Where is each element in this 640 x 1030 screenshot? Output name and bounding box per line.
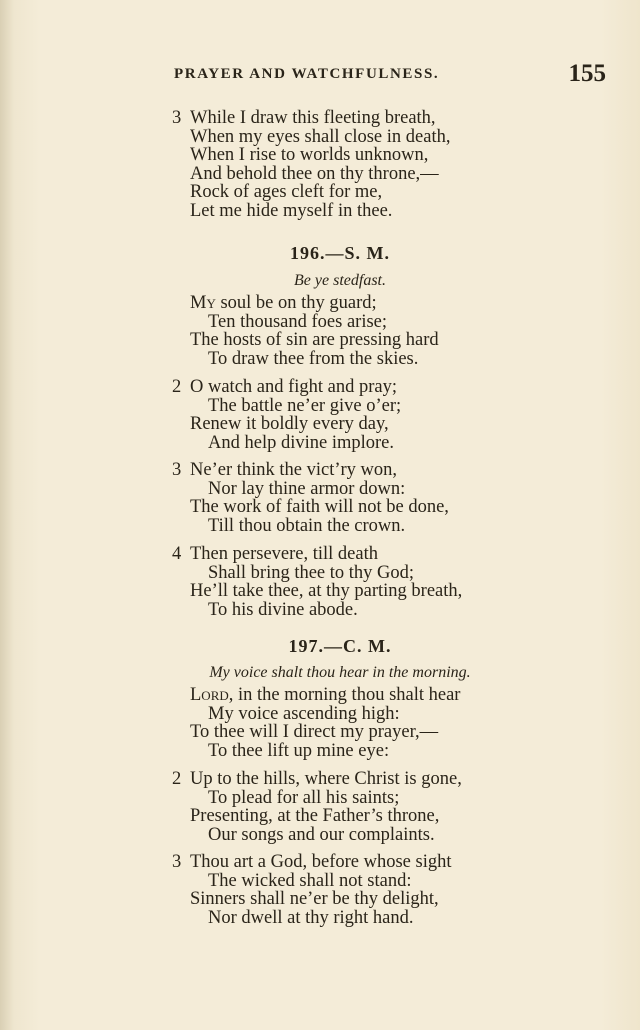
stanza-number: 2 [172, 377, 182, 397]
running-head: PRAYER AND WATCHFULNESS. [174, 66, 440, 82]
hymn-196-heading: 196.—S. M. [290, 243, 390, 263]
verse-line: And behold thee on thy throne,— [190, 163, 439, 184]
verse-line: soul be on thy guard; [215, 293, 377, 313]
page-number: 155 [568, 60, 606, 87]
stanza-number: 3 [172, 852, 182, 872]
verse-line: Our songs and our complaints. [208, 824, 435, 845]
verse-line: To his divine abode. [208, 599, 358, 620]
verse-line: O watch and fight and pray; [190, 377, 398, 397]
hymn-197-stanza-3 [172, 853, 452, 927]
stanza-number: 4 [172, 544, 182, 564]
verse-line: Presenting, at the Father’s throne, [190, 806, 440, 827]
verse-line: Ne’er think the vict’ry won, [190, 460, 398, 480]
verse-line: To thee lift up mine eye: [208, 740, 390, 761]
stanza-number: 3 [172, 108, 182, 128]
verse-first-word: My [190, 293, 216, 313]
verse-line: To thee will I direct my prayer,— [190, 722, 439, 743]
verse-line: The work of faith will not be done, [190, 497, 449, 518]
verse-line: Thou art a God, before whose sight [190, 852, 452, 872]
verse-line: Ten thousand foes arise; [208, 311, 388, 332]
verse-line: Then persevere, till death [190, 544, 378, 564]
verse-line: My voice ascending high: [208, 703, 400, 724]
verse-line: Rock of ages cleft for me, [190, 182, 383, 203]
hymn-196-stanza-4 [172, 545, 462, 619]
hymn-196-stanza-2 [172, 378, 401, 452]
verse-line: Sinners shall ne’er be thy delight, [190, 889, 439, 910]
hymn-197-heading: 197.—C. M. [288, 636, 392, 656]
verse-line: Nor dwell at thy right hand. [208, 907, 414, 928]
hymn-196-subtitle: Be ye stedfast. [294, 272, 386, 289]
verse-line: He’ll take thee, at thy parting breath, [190, 581, 463, 602]
verse-line: And help divine implore. [208, 432, 394, 453]
verse-line: The wicked shall not stand: [208, 870, 412, 891]
verse-line: To draw thee from the skies. [208, 348, 419, 369]
verse-line: Up to the hills, where Christ is gone, [190, 769, 462, 789]
hymn-196-stanza-1 [172, 294, 439, 368]
hymn-197-subtitle: My voice shalt thou hear in the morning. [209, 664, 471, 681]
hymn-196-stanza-3 [172, 461, 449, 535]
stanza-number: 3 [172, 460, 182, 480]
verse-line: When I rise to worlds unknown, [190, 145, 429, 166]
hymn-197-stanza-2 [172, 770, 462, 844]
verse-first-word: Lord, [190, 685, 234, 705]
carryover-stanza [172, 109, 450, 221]
verse-line: The hosts of sin are pressing hard [190, 330, 439, 351]
verse-line: While I draw this fleeting breath, [190, 108, 436, 128]
verse-line: Till thou obtain the crown. [208, 515, 406, 536]
page-header [174, 60, 614, 90]
verse-line: To plead for all his saints; [208, 787, 400, 808]
verse-line: When my eyes shall close in death, [190, 126, 451, 147]
hymn-197-stanza-1 [172, 686, 460, 760]
verse-line: Nor lay thine armor down: [208, 478, 406, 499]
verse-line: Let me hide myself in thee. [190, 200, 393, 221]
stanza-number: 2 [172, 769, 182, 789]
verse-line: The battle ne’er give o’er; [208, 395, 402, 416]
verse-line: Shall bring thee to thy God; [208, 562, 415, 583]
verse-line: in the morning thou shalt hear [233, 685, 461, 705]
verse-line: Renew it boldly every day, [190, 414, 389, 435]
